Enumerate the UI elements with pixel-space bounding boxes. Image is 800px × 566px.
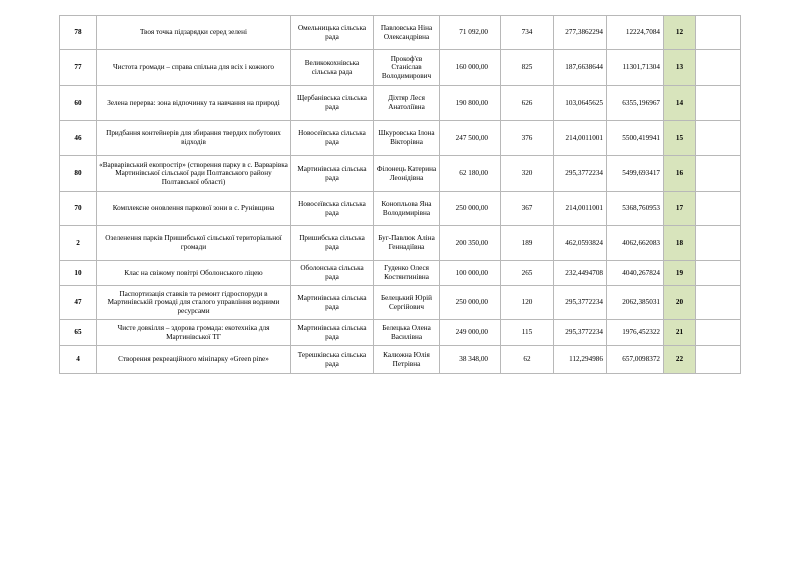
author-name: Белецький Юрій Сергійович <box>374 286 440 320</box>
votes-count: 189 <box>501 226 554 261</box>
project-title: «Варварівський екопростір» (створення парку в с. Варварівка Мартинівської сільської ради Полтавського району Полтавської області) <box>97 156 291 192</box>
author-name: Діхтяр Леся Анатоліївна <box>374 86 440 121</box>
budget-amount: 160 000,00 <box>440 50 501 86</box>
empty-cell <box>696 50 741 86</box>
coefficient: 295,3772234 <box>554 320 607 346</box>
coefficient: 232,4494708 <box>554 261 607 286</box>
table-row <box>60 121 741 156</box>
author-name: Конопльова Яна Володимирівна <box>374 192 440 226</box>
score: 1976,452322 <box>607 320 664 346</box>
project-id: 65 <box>60 320 97 346</box>
score: 6355,196967 <box>607 86 664 121</box>
votes-count: 62 <box>501 346 554 374</box>
votes-count: 734 <box>501 16 554 50</box>
coefficient: 214,0011001 <box>554 192 607 226</box>
project-id: 4 <box>60 346 97 374</box>
empty-cell <box>696 320 741 346</box>
score: 5368,760953 <box>607 192 664 226</box>
author-name: Белецька Олена Василівна <box>374 320 440 346</box>
project-id: 70 <box>60 192 97 226</box>
votes-count: 265 <box>501 261 554 286</box>
score: 5500,419941 <box>607 121 664 156</box>
project-title: Придбання контейнерів для збирання твердих побутових відходів <box>97 121 291 156</box>
council-name: Новосеївська сільська рада <box>291 192 374 226</box>
votes-count: 626 <box>501 86 554 121</box>
council-name: Пришибська сільська рада <box>291 226 374 261</box>
score: 657,0098372 <box>607 346 664 374</box>
empty-cell <box>696 121 741 156</box>
project-id: 60 <box>60 86 97 121</box>
votes-count: 320 <box>501 156 554 192</box>
table-row <box>60 346 741 374</box>
empty-cell <box>696 16 741 50</box>
project-id: 10 <box>60 261 97 286</box>
author-name: Павловська Ніна Олександрівна <box>374 16 440 50</box>
votes-count: 367 <box>501 192 554 226</box>
rank-cell: 15 <box>664 121 696 156</box>
council-name: Мартинівська сільська рада <box>291 156 374 192</box>
council-name: Великокохнівська сільська рада <box>291 50 374 86</box>
coefficient: 112,294986 <box>554 346 607 374</box>
author-name: Прокоф'єв Станіслав Володимирович <box>374 50 440 86</box>
table-row <box>60 192 741 226</box>
rank-cell: 16 <box>664 156 696 192</box>
council-name: Мартинівська сільська рада <box>291 320 374 346</box>
table-row <box>60 86 741 121</box>
rank-cell: 20 <box>664 286 696 320</box>
budget-amount: 100 000,00 <box>440 261 501 286</box>
rank-cell: 17 <box>664 192 696 226</box>
budget-amount: 249 000,00 <box>440 320 501 346</box>
rank-cell: 12 <box>664 16 696 50</box>
author-name: Буг-Павлюк Аліна Геннадіївна <box>374 226 440 261</box>
table-row <box>60 156 741 192</box>
table-body <box>60 16 741 374</box>
budget-amount: 250 000,00 <box>440 286 501 320</box>
votes-count: 115 <box>501 320 554 346</box>
coefficient: 295,3772234 <box>554 286 607 320</box>
empty-cell <box>696 156 741 192</box>
author-name: Філонець Катерина Леонідівна <box>374 156 440 192</box>
empty-cell <box>696 346 741 374</box>
table-row <box>60 286 741 320</box>
coefficient: 103,0645625 <box>554 86 607 121</box>
project-title: Створення рекреаційного мініпарку «Green pine» <box>97 346 291 374</box>
rank-cell: 19 <box>664 261 696 286</box>
score: 4040,267824 <box>607 261 664 286</box>
rank-cell: 14 <box>664 86 696 121</box>
budget-amount: 190 800,00 <box>440 86 501 121</box>
coefficient: 295,3772234 <box>554 156 607 192</box>
table-row <box>60 50 741 86</box>
project-title: Чистота громади – справа спільна для всіх і кожного <box>97 50 291 86</box>
project-id: 2 <box>60 226 97 261</box>
council-name: Оболонська сільська рада <box>291 261 374 286</box>
project-id: 46 <box>60 121 97 156</box>
project-id: 47 <box>60 286 97 320</box>
budget-amount: 62 180,00 <box>440 156 501 192</box>
rank-cell: 13 <box>664 50 696 86</box>
empty-cell <box>696 226 741 261</box>
empty-cell <box>696 261 741 286</box>
rank-cell: 21 <box>664 320 696 346</box>
coefficient: 187,6638644 <box>554 50 607 86</box>
project-title: Зелена перерва: зона відпочинку та навчання на природі <box>97 86 291 121</box>
empty-cell <box>696 192 741 226</box>
budget-amount: 250 000,00 <box>440 192 501 226</box>
council-name: Терешківська сільська рада <box>291 346 374 374</box>
project-id: 77 <box>60 50 97 86</box>
project-title: Клас на свіжому повітрі Оболонського ліцею <box>97 261 291 286</box>
council-name: Новосеївська сільська рада <box>291 121 374 156</box>
score: 12224,7084 <box>607 16 664 50</box>
votes-count: 376 <box>501 121 554 156</box>
coefficient: 462,0593824 <box>554 226 607 261</box>
projects-table <box>59 15 741 374</box>
rank-cell: 18 <box>664 226 696 261</box>
project-title: Комплексне оновлення паркової зони в с. Рунівщина <box>97 192 291 226</box>
coefficient: 277,3862294 <box>554 16 607 50</box>
budget-amount: 71 092,00 <box>440 16 501 50</box>
coefficient: 214,0011001 <box>554 121 607 156</box>
budget-amount: 38 348,00 <box>440 346 501 374</box>
rank-cell: 22 <box>664 346 696 374</box>
council-name: Щербанівська сільська рада <box>291 86 374 121</box>
empty-cell <box>696 286 741 320</box>
votes-count: 120 <box>501 286 554 320</box>
project-title: Твоя точка підзарядки серед зелені <box>97 16 291 50</box>
project-title: Паспортизація ставків та ремонт гідроспоруди в Мартинівській громаді для сталого управління водними ресурсами <box>97 286 291 320</box>
author-name: Калюжна Юлія Петрівна <box>374 346 440 374</box>
empty-cell <box>696 86 741 121</box>
council-name: Мартинівська сільська рада <box>291 286 374 320</box>
score: 11301,71304 <box>607 50 664 86</box>
table-row <box>60 320 741 346</box>
project-id: 78 <box>60 16 97 50</box>
votes-count: 825 <box>501 50 554 86</box>
author-name: Шкуровська Ілона Вікторівна <box>374 121 440 156</box>
author-name: Гуденко Олеся Костянтинівна <box>374 261 440 286</box>
table-row <box>60 226 741 261</box>
score: 4062,662083 <box>607 226 664 261</box>
council-name: Омельницька сільська рада <box>291 16 374 50</box>
budget-amount: 200 350,00 <box>440 226 501 261</box>
score: 2062,385031 <box>607 286 664 320</box>
project-id: 80 <box>60 156 97 192</box>
budget-amount: 247 500,00 <box>440 121 501 156</box>
score: 5499,693417 <box>607 156 664 192</box>
project-title: Озеленення парків Пришибської сільської територіальної громади <box>97 226 291 261</box>
table-row <box>60 261 741 286</box>
project-title: Чисте довкілля – здорова громада: екотехніка для Мартинівської ТГ <box>97 320 291 346</box>
table-row <box>60 16 741 50</box>
